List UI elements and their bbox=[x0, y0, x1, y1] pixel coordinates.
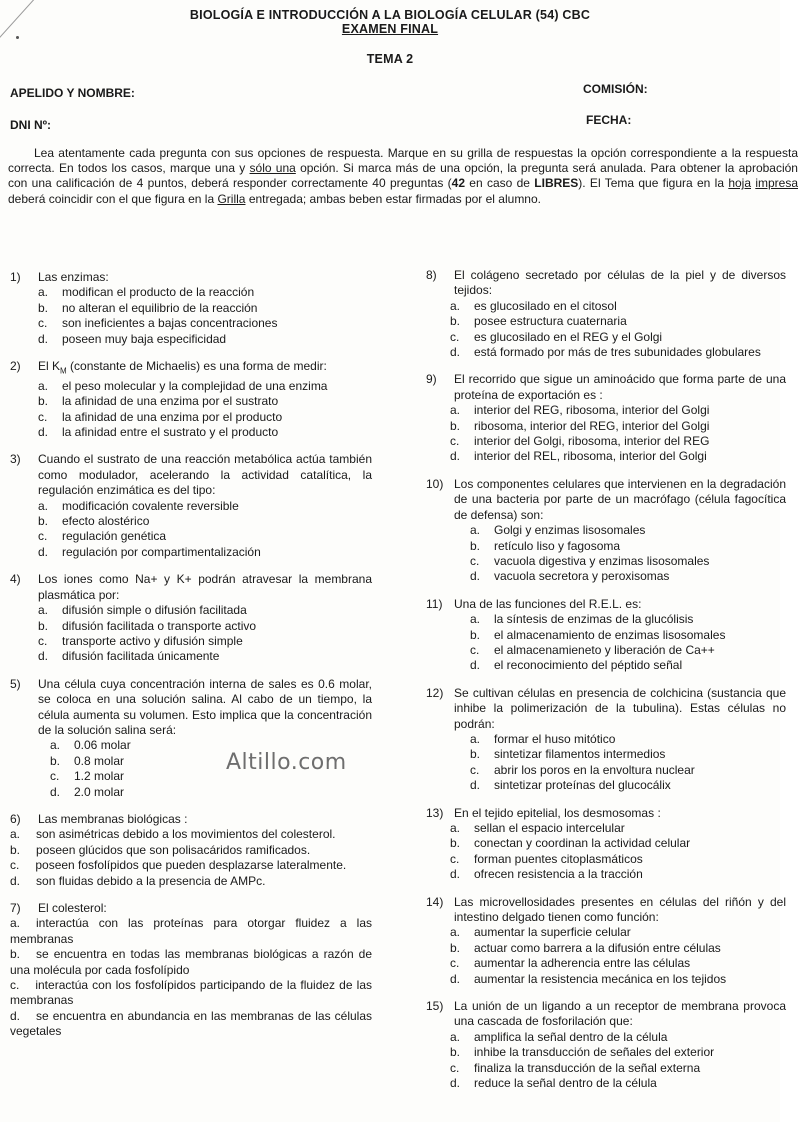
option-b bbox=[450, 419, 786, 434]
option-text: poseen muy baja especificidad bbox=[62, 331, 227, 346]
option-letter: d. bbox=[450, 345, 461, 360]
field-dni: DNI Nº: bbox=[10, 118, 52, 132]
option-text: interior del Golgi, ribosoma, interior del REG bbox=[474, 434, 710, 449]
option-letter: a. bbox=[450, 821, 461, 835]
options-list bbox=[38, 499, 372, 561]
option-letter: c. bbox=[450, 1060, 460, 1075]
option-letter: b. bbox=[38, 300, 49, 315]
option-c bbox=[470, 643, 786, 658]
question-stem bbox=[426, 895, 786, 926]
option-text: regulación genética bbox=[62, 529, 167, 544]
question-text: Los componentes celulares que intervienen en la degradación de una bacteria por parte de un macrófago (célula fagocítica de defensa) son: bbox=[454, 476, 786, 522]
questions-left-column bbox=[10, 270, 372, 1052]
option-a bbox=[470, 523, 786, 538]
option-text: amplifica la señal dentro de la célula bbox=[474, 1029, 668, 1044]
question-text: El colesterol: bbox=[38, 901, 107, 916]
question-text: En el tejido epitelial, los desmosomas : bbox=[454, 805, 661, 820]
instructions-bold: LIBRES bbox=[534, 176, 579, 191]
option-text: es glucosilado en el citosol bbox=[474, 298, 617, 313]
option-text: sellan el espacio intercelular bbox=[474, 821, 625, 835]
option-d bbox=[470, 778, 786, 793]
option-text: modifican el producto de la reacción bbox=[62, 285, 255, 300]
option-letter: a. bbox=[10, 916, 21, 931]
option-text: es glucosilado en el REG y el Golgi bbox=[474, 329, 663, 344]
question-stem bbox=[10, 452, 372, 498]
question-number: 10) bbox=[426, 476, 444, 491]
option-d bbox=[450, 1076, 786, 1091]
option-letter: d. bbox=[470, 569, 481, 584]
question-text: Las membranas biológicas : bbox=[38, 811, 188, 826]
option-a bbox=[450, 925, 786, 940]
option-a bbox=[470, 612, 786, 627]
option-text: inhibe la transducción de señales del exterior bbox=[474, 1045, 715, 1060]
instructions-text: Lea atentamente cada pregunta con sus opciones de respuesta. Marque en su grilla de respuestas la opción correspondiente a la respuesta correcta. En todos los casos, marque una y bbox=[8, 146, 798, 176]
option-text: no alteran el equilibrio de la reacción bbox=[62, 300, 258, 315]
option-text: formar el huso mitótico bbox=[494, 731, 616, 746]
option-text: la afinidad de una enzima por el sustrato bbox=[62, 394, 279, 409]
option-letter: d. bbox=[38, 544, 49, 559]
instructions-underline: Grilla bbox=[217, 191, 246, 206]
option-letter: b. bbox=[450, 836, 461, 851]
option-c bbox=[470, 554, 786, 569]
option-text: difusión facilitada únicamente bbox=[62, 649, 220, 664]
question-stem bbox=[10, 359, 372, 379]
question-stem bbox=[10, 270, 372, 285]
option-b bbox=[470, 747, 786, 762]
options-list bbox=[38, 379, 372, 441]
option-letter: a. bbox=[50, 738, 61, 753]
option-d bbox=[450, 449, 786, 464]
question-13 bbox=[426, 806, 786, 883]
options-list bbox=[450, 299, 786, 361]
option-letter: a. bbox=[450, 403, 461, 418]
question-stem bbox=[426, 806, 786, 821]
paper-speck bbox=[16, 36, 19, 39]
option-c bbox=[450, 956, 786, 971]
option-c bbox=[450, 434, 786, 449]
option-text: aumentar la superficie celular bbox=[474, 925, 631, 940]
question-number: 15) bbox=[426, 999, 444, 1014]
instructions-underline: sólo una bbox=[249, 161, 296, 176]
option-letter: d. bbox=[38, 649, 49, 664]
option-d bbox=[450, 345, 786, 360]
option-b bbox=[450, 941, 786, 956]
option-letter: a. bbox=[10, 827, 21, 842]
question-text: Una de las funciones del R.E.L. es: bbox=[454, 596, 642, 611]
question-text: Las enzimas: bbox=[38, 270, 109, 284]
option-d bbox=[470, 658, 786, 673]
option-c bbox=[38, 634, 372, 649]
option-text: posee estructura cuaternaria bbox=[474, 314, 627, 329]
option-b bbox=[450, 836, 786, 851]
question-number: 7) bbox=[10, 901, 21, 916]
option-a bbox=[10, 916, 372, 947]
option-b bbox=[10, 947, 372, 978]
option-letter: b. bbox=[38, 618, 49, 633]
question-text: Cuando el sustrato de una reacción metabólica actúa también como modulador, acelerando la actividad catalítica, la regulación enzimática es del tipo: bbox=[38, 452, 372, 498]
question-4 bbox=[10, 572, 372, 664]
option-text: la afinidad entre el sustrato y el producto bbox=[62, 425, 279, 440]
option-letter: c. bbox=[450, 329, 460, 344]
option-letter: c. bbox=[38, 633, 48, 648]
option-text: efecto alostérico bbox=[62, 514, 150, 529]
option-letter: d. bbox=[50, 784, 61, 799]
question-11 bbox=[426, 597, 786, 674]
option-d bbox=[38, 649, 372, 664]
option-c bbox=[38, 529, 372, 544]
option-letter: d. bbox=[450, 867, 461, 882]
option-letter: d. bbox=[450, 1076, 461, 1091]
option-text: interior del REG, ribosoma, interior del Golgi bbox=[474, 403, 710, 418]
question-number: 4) bbox=[10, 572, 21, 587]
question-9 bbox=[426, 372, 786, 464]
option-a bbox=[450, 1030, 786, 1045]
option-b bbox=[38, 394, 372, 409]
exam-title: BIOLOGÍA E INTRODUCCIÓN A LA BIOLOGÍA CELULAR (54) CBC bbox=[189, 8, 591, 22]
option-letter: a. bbox=[450, 298, 461, 313]
option-text: reduce la señal dentro de la célula bbox=[474, 1076, 657, 1091]
question-number: 11) bbox=[426, 596, 443, 611]
option-letter: a. bbox=[38, 285, 49, 300]
question-stem bbox=[426, 686, 786, 732]
options-list bbox=[450, 821, 786, 883]
option-text: el almacenamieneto y liberación de Ca++ bbox=[494, 642, 715, 657]
option-c bbox=[450, 1061, 786, 1076]
option-letter: d. bbox=[470, 658, 481, 673]
option-a bbox=[450, 299, 786, 314]
option-letter: c. bbox=[470, 553, 480, 568]
question-6 bbox=[10, 812, 372, 889]
option-letter: b. bbox=[10, 842, 21, 857]
option-letter: a. bbox=[450, 1029, 461, 1044]
option-letter: a. bbox=[470, 523, 481, 538]
option-letter: c. bbox=[450, 956, 460, 971]
option-letter: d. bbox=[10, 873, 21, 888]
options-list bbox=[470, 732, 786, 794]
question-2 bbox=[10, 359, 372, 440]
option-b bbox=[38, 619, 372, 634]
option-text: son fluidas debido a la presencia de AMPc. bbox=[36, 873, 266, 888]
option-letter: b. bbox=[38, 514, 49, 529]
option-letter: b. bbox=[450, 1045, 461, 1060]
option-text: vacuola secretora y peroxisomas bbox=[494, 569, 670, 584]
option-letter: d. bbox=[470, 778, 481, 793]
option-text: regulación por compartimentalización bbox=[62, 544, 261, 559]
option-letter: a. bbox=[470, 612, 481, 627]
option-d bbox=[38, 425, 372, 440]
option-b bbox=[10, 843, 372, 858]
option-text: aumentar la resistencia mecánica en los tejidos bbox=[474, 971, 727, 986]
options-list bbox=[470, 523, 786, 585]
instructions-bold: 42 bbox=[451, 176, 465, 191]
option-letter: c. bbox=[470, 642, 480, 657]
options-list bbox=[38, 285, 372, 347]
option-d bbox=[38, 545, 372, 560]
option-text: la afinidad de una enzima por el producto bbox=[62, 409, 283, 424]
option-d bbox=[50, 785, 372, 800]
question-number: 14) bbox=[426, 894, 444, 909]
options-list bbox=[450, 1030, 786, 1092]
option-text: poseen fosfolípidos que pueden desplazarse lateralmente. bbox=[35, 858, 347, 873]
option-text: se encuentra en abundancia en las membranas de las células vegetales bbox=[10, 1008, 372, 1039]
option-d bbox=[38, 332, 372, 347]
instructions-paragraph bbox=[8, 146, 798, 207]
option-text: interior del REL, ribosoma, interior del Golgi bbox=[474, 449, 707, 464]
option-letter: c. bbox=[450, 434, 460, 449]
option-text: aumentar la adherencia entre las células bbox=[474, 956, 691, 971]
option-text: transporte activo y difusión simple bbox=[62, 633, 243, 648]
option-text: se encuentra en todas las membranas biológicas a razón de una molécula por cada fosfolípido bbox=[10, 947, 372, 977]
option-letter: a. bbox=[38, 378, 49, 393]
option-letter: b. bbox=[470, 627, 481, 642]
field-fecha: FECHA: bbox=[586, 113, 632, 127]
instructions-underline: hoja bbox=[728, 176, 751, 191]
option-letter: b. bbox=[38, 394, 49, 409]
option-b bbox=[470, 539, 786, 554]
question-number: 9) bbox=[426, 372, 437, 387]
option-d bbox=[450, 867, 786, 882]
question-14 bbox=[426, 895, 786, 987]
question-text: La unión de un ligando a un receptor de membrana provoca una cascada de fosforilación que: bbox=[454, 999, 786, 1029]
question-stem bbox=[426, 372, 786, 403]
question-number: 2) bbox=[10, 359, 21, 374]
option-letter: c. bbox=[10, 978, 20, 993]
option-text: sintetizar filamentos intermedios bbox=[494, 747, 666, 762]
option-text: retículo liso y fagosoma bbox=[494, 538, 621, 553]
question-number: 12) bbox=[426, 685, 444, 700]
option-text: la síntesis de enzimas de la glucólisis bbox=[494, 612, 694, 627]
question-number: 6) bbox=[10, 811, 21, 826]
option-text: el almacenamiento de enzimas lisosomales bbox=[494, 627, 726, 642]
field-comision: COMISIÓN: bbox=[583, 82, 648, 96]
question-text: El colágeno secretado por células de la piel y de diversos tejidos: bbox=[454, 268, 786, 298]
option-c bbox=[38, 410, 372, 425]
option-text: difusión simple o difusión facilitada bbox=[62, 603, 247, 618]
option-letter: b. bbox=[10, 947, 21, 962]
option-letter: b. bbox=[450, 940, 461, 955]
option-letter: b. bbox=[50, 753, 61, 768]
question-10 bbox=[426, 477, 786, 585]
question-number: 8) bbox=[426, 268, 437, 282]
option-letter: d. bbox=[38, 331, 49, 346]
option-letter: c. bbox=[470, 762, 480, 777]
question-stem bbox=[426, 477, 786, 523]
option-b bbox=[38, 514, 372, 529]
instructions-text: opción. Si marca más de una opción, la pregunta será anulada. Para obtener la aprobación con una calificación de 4 puntos, deberá responder correctamente 40 preguntas ( bbox=[8, 161, 798, 191]
option-letter: b. bbox=[450, 314, 461, 329]
option-letter: b. bbox=[450, 418, 461, 433]
question-3 bbox=[10, 452, 372, 560]
option-b bbox=[450, 314, 786, 329]
option-text: difusión facilitada o transporte activo bbox=[62, 618, 257, 633]
instructions-underline: impresa bbox=[755, 176, 798, 191]
option-d bbox=[470, 569, 786, 584]
option-text: son ineficientes a bajas concentraciones bbox=[62, 316, 278, 331]
option-text: abrir los poros en la envoltura nuclear bbox=[494, 762, 695, 777]
option-letter: a. bbox=[450, 925, 461, 940]
question-stem bbox=[426, 999, 786, 1030]
question-stem bbox=[426, 268, 786, 299]
option-text: está formado por más de tres subunidades globulares bbox=[474, 345, 761, 360]
option-letter: d. bbox=[450, 449, 461, 464]
option-c bbox=[10, 978, 372, 1009]
exam-subtitle: EXAMEN FINAL bbox=[341, 22, 439, 36]
option-a bbox=[470, 732, 786, 747]
option-b bbox=[38, 301, 372, 316]
option-letter: c. bbox=[38, 529, 48, 544]
option-text: actuar como barrera a la difusión entre células bbox=[474, 940, 721, 955]
field-apellido-nombre: APELIDO Y NOMBRE: bbox=[10, 86, 135, 100]
option-text: 2.0 molar bbox=[74, 784, 125, 799]
option-c bbox=[470, 763, 786, 778]
option-a bbox=[38, 285, 372, 300]
option-b bbox=[450, 1045, 786, 1060]
option-b bbox=[470, 628, 786, 643]
option-text: 1.2 molar bbox=[74, 769, 125, 784]
option-letter: c. bbox=[38, 316, 48, 331]
question-number: 1) bbox=[10, 270, 21, 284]
questions-right-column bbox=[426, 268, 786, 1104]
question-text: Se cultivan células en presencia de colchicina (sustancia que inhibe la polimerización de la tubulina). Estas células no podrán: bbox=[454, 685, 786, 731]
option-a bbox=[10, 827, 372, 842]
question-text: El $K_M$ (constante de Michaelis) es una forma de medir: bbox=[38, 359, 327, 376]
option-letter: b. bbox=[470, 538, 481, 553]
question-text: Los iones como Na+ y K+ podrán atravesar la membrana plasmática por: bbox=[38, 572, 372, 602]
option-text: modificación covalente reversible bbox=[62, 498, 239, 513]
instructions-text: entregada; ambas beben estar firmadas por el alumno. bbox=[245, 191, 541, 206]
option-letter: a. bbox=[470, 731, 481, 746]
option-text: ofrecen resistencia a la tracción bbox=[474, 867, 643, 882]
option-a bbox=[38, 499, 372, 514]
option-text: poseen glúcidos que son polisacáridos ramificados. bbox=[36, 842, 311, 857]
option-a bbox=[450, 821, 786, 836]
option-letter: a. bbox=[38, 603, 49, 618]
option-text: forman puentes citoplasmáticos bbox=[474, 851, 643, 866]
question-text: Una célula cuya concentración interna de sales es 0.6 molar, se coloca en una solución salina. Al cabo de un tiempo, la célula aumenta su volumen. Esto implica que la concentración de la solución salina será: bbox=[38, 676, 372, 737]
option-letter: c. bbox=[50, 769, 60, 784]
option-c bbox=[450, 852, 786, 867]
instructions-text: deberá coincidir con el que figura en la bbox=[8, 191, 218, 206]
option-a bbox=[450, 403, 786, 418]
question-number: 3) bbox=[10, 452, 21, 467]
option-text: interactúa con las proteínas para otorgar fluidez a las membranas bbox=[10, 916, 372, 946]
option-c bbox=[10, 858, 372, 873]
question-text: Las microvellosidades presentes en células del riñón y del intestino delgado tienen como función: bbox=[454, 894, 786, 925]
question-stem bbox=[10, 677, 372, 739]
question-stem bbox=[10, 812, 372, 827]
instructions-text: en caso de bbox=[465, 176, 535, 191]
watermark-text: Altillo.com bbox=[226, 750, 347, 775]
option-text: finaliza la transducción de la señal externa bbox=[474, 1060, 701, 1075]
instructions-text: ). El Tema que figura en la bbox=[578, 176, 729, 191]
option-text: vacuola digestiva y enzimas lisosomales bbox=[494, 553, 710, 568]
option-text: conectan y coordinan la actividad celular bbox=[474, 836, 691, 851]
question-7 bbox=[10, 901, 372, 1040]
option-letter: d. bbox=[10, 1008, 21, 1023]
option-d bbox=[10, 874, 372, 889]
option-letter: c. bbox=[10, 858, 20, 873]
option-a bbox=[38, 379, 372, 394]
options-list bbox=[10, 827, 372, 889]
exam-tema: TEMA 2 bbox=[366, 52, 414, 66]
question-text: El recorrido que sigue un aminoácido que forma parte de una proteína de exportación es : bbox=[454, 372, 786, 402]
options-list bbox=[450, 403, 786, 465]
question-1 bbox=[10, 270, 372, 347]
option-letter: c. bbox=[38, 409, 48, 424]
option-letter: c. bbox=[450, 851, 460, 866]
options-list bbox=[470, 612, 786, 674]
option-text: son asimétricas debido a los movimientos del colesterol. bbox=[36, 827, 336, 842]
option-text: ribosoma, interior del REG, interior del Golgi bbox=[474, 418, 710, 433]
option-text: interactúa con los fosfolípidos participando de la fluidez de las membranas bbox=[10, 978, 372, 1008]
option-text: el reconocimiento del péptido señal bbox=[494, 658, 683, 673]
question-number: 5) bbox=[10, 676, 21, 691]
option-text: 0.8 molar bbox=[74, 753, 125, 768]
option-text: el peso molecular y la complejidad de una enzima bbox=[62, 378, 328, 393]
question-8 bbox=[426, 268, 786, 360]
option-letter: d. bbox=[450, 971, 461, 986]
question-15 bbox=[426, 999, 786, 1091]
question-stem bbox=[426, 597, 786, 612]
options-list bbox=[10, 916, 372, 1039]
option-c bbox=[38, 316, 372, 331]
question-number: 13) bbox=[426, 805, 444, 820]
question-stem bbox=[10, 901, 372, 916]
option-a bbox=[38, 603, 372, 618]
option-d bbox=[450, 972, 786, 987]
option-text: sintetizar proteínas del glucocálix bbox=[494, 778, 671, 793]
options-list bbox=[38, 603, 372, 665]
question-12 bbox=[426, 686, 786, 794]
option-letter: b. bbox=[470, 747, 481, 762]
option-text: Golgi y enzimas lisosomales bbox=[494, 523, 646, 538]
option-letter: d. bbox=[38, 425, 49, 440]
options-list bbox=[450, 925, 786, 987]
option-letter: a. bbox=[38, 498, 49, 513]
question-stem bbox=[10, 572, 372, 603]
question-5 bbox=[10, 677, 372, 800]
option-c bbox=[450, 330, 786, 345]
option-d bbox=[10, 1009, 372, 1040]
option-text: 0.06 molar bbox=[74, 738, 131, 753]
